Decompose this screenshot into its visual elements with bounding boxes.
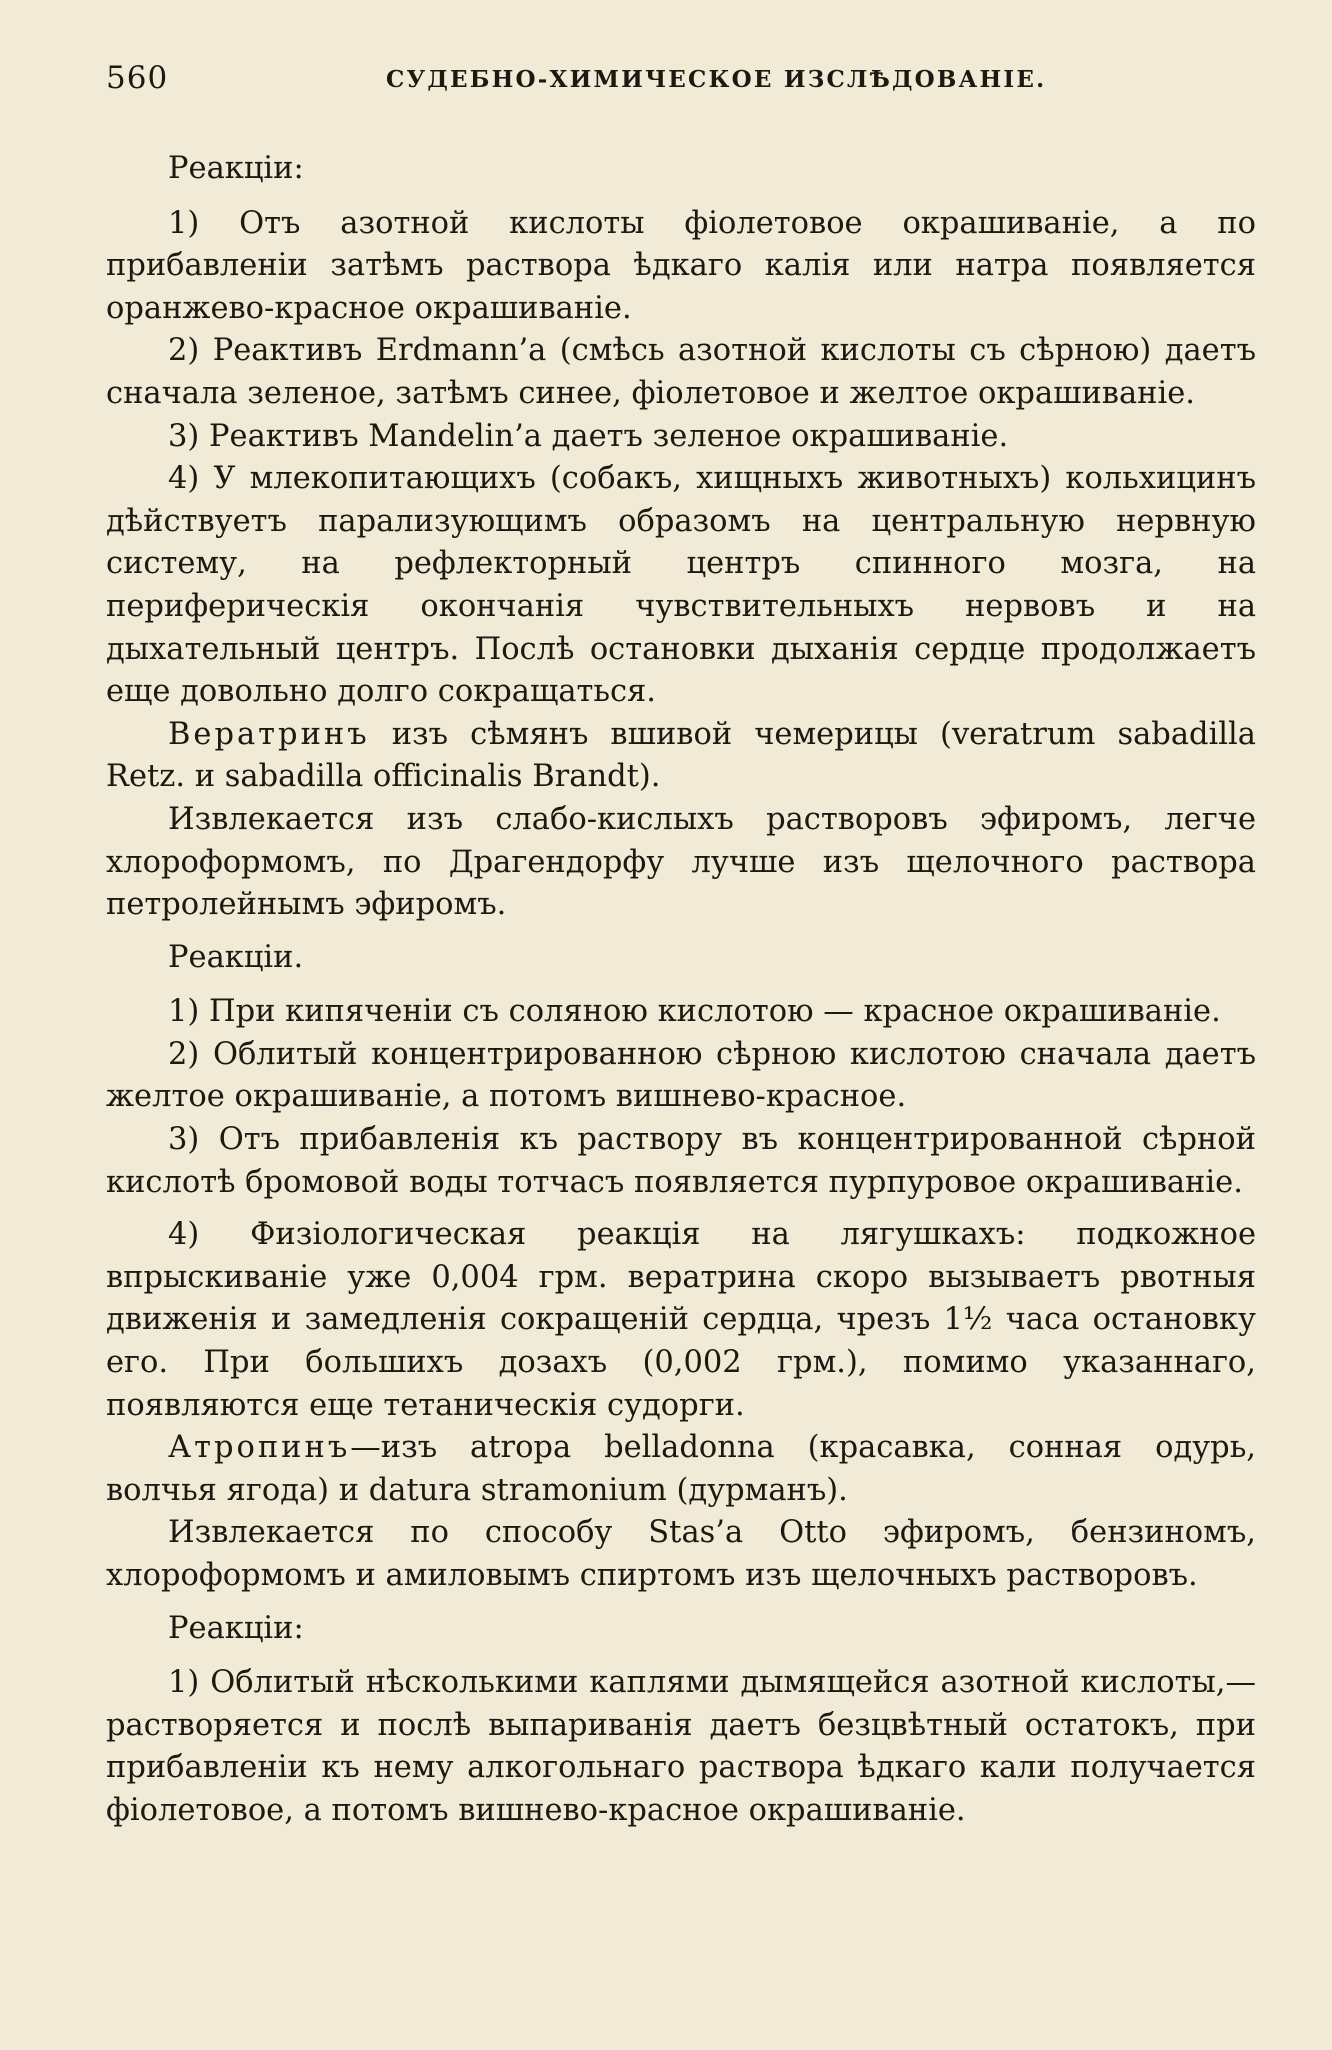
veratrine-reactions-heading: Реакціи. xyxy=(168,939,304,975)
veratrine-reaction-3: 3) Отъ прибавленія къ раствору въ концентрированной сѣрной кислотѣ бромовой воды тотчасъ появляется пурпуровое окрашиваніе. xyxy=(106,1122,1256,1200)
atropine-reactions-heading: Реакціи: xyxy=(168,1610,304,1646)
body-text xyxy=(106,140,1256,1833)
running-head: СУДЕБНО-ХИМИЧЕСКОЕ ИЗСЛѢДОВАНІЕ. xyxy=(386,66,1047,93)
atropine-reaction-1: 1) Облитый нѣсколькими каплями дымящейся азотной кислоты,—растворяется и послѣ выпариванія даетъ безцвѣтный остатокъ, при прибавленіи къ нему алкогольнаго раствора ѣдкаго кали получается фіолетовое, а потомъ вишнево-красное окрашиваніе. xyxy=(106,1665,1256,1828)
veratrine-reaction-1: 1) При кипяченіи съ соляною кислотою — красное окрашиваніе. xyxy=(168,994,1221,1030)
colchicine-reaction-3: 3) Реактивъ Mandelin’a даетъ зеленое окрашиваніе. xyxy=(168,418,1009,454)
page-number: 560 xyxy=(106,60,169,96)
atropine-name: Атропинъ xyxy=(168,1430,351,1466)
colchicine-reaction-2: 2) Реактивъ Erdmann’a (смѣсь азотной кислоты съ сѣрною) даетъ сначала зеленое, затѣмъ синее, фіолетовое и желтое окрашиваніе. xyxy=(106,333,1256,411)
page-header xyxy=(106,60,1256,104)
atropine-intro-text: —изъ atropa belladonna (красавка, сонная одурь, волчья ягода) и datura stramonium (дурманъ). xyxy=(106,1430,1256,1508)
atropine-extraction: Извлекается по способу Stas’a Otto эфиромъ, бензиномъ, хлороформомъ и амиловымъ спиртомъ изъ щелочныхъ растворовъ. xyxy=(106,1515,1256,1593)
colchicine-reactions-heading: Реакціи: xyxy=(168,151,304,186)
veratrine-name: Вератринъ xyxy=(168,716,370,752)
colchicine-reaction-4: 4) У млекопитающихъ (собакъ, хищныхъ животныхъ) кольхицинъ дѣйствуетъ парализующимъ образомъ на центральную нервную систему, на рефлекторный центръ спинного мозга, на периферическія окончанія чувствительныхъ нервовъ и на дыхательный центръ. Послѣ остановки дыханія сердце продолжаетъ еще довольно долго сокращаться. xyxy=(106,461,1256,710)
veratrine-extraction: Извлекается изъ слабо-кислыхъ растворовъ эфиромъ, легче хлороформомъ, по Драгендорфу лучше изъ щелочного раствора петролейнымъ эфиромъ. xyxy=(106,801,1256,923)
veratrine-reaction-4: 4) Физіологическая реакція на лягушкахъ: подкожное впрыскиваніе уже 0,004 грм. вератрина скоро вызываетъ рвотныя движенія и замедленія сокращеній сердца, чрезъ 1½ часа остановку его. При большихъ дозахъ (0,002 грм.), помимо указаннаго, появляются еще тетаническія судорги. xyxy=(106,1217,1256,1423)
veratrine-reaction-2: 2) Облитый концентрированною сѣрною кислотою сначала даетъ желтое окрашиваніе, а потомъ вишнево-красное. xyxy=(106,1036,1256,1115)
veratrine-intro xyxy=(106,714,1256,799)
colchicine-reaction-1: 1) Отъ азотной кислоты фіолетовое окрашиваніе, а по прибавленіи затѣмъ раствора ѣдкаго калія или натра появляется оранжево-красное окрашиваніе. xyxy=(106,205,1256,326)
atropine-intro xyxy=(106,1427,1256,1512)
veratrine-intro-text: изъ сѣмянъ вшивой чемерицы (veratrum sabadilla Retz. и sabadilla officinalis Brandt). xyxy=(106,716,1256,795)
